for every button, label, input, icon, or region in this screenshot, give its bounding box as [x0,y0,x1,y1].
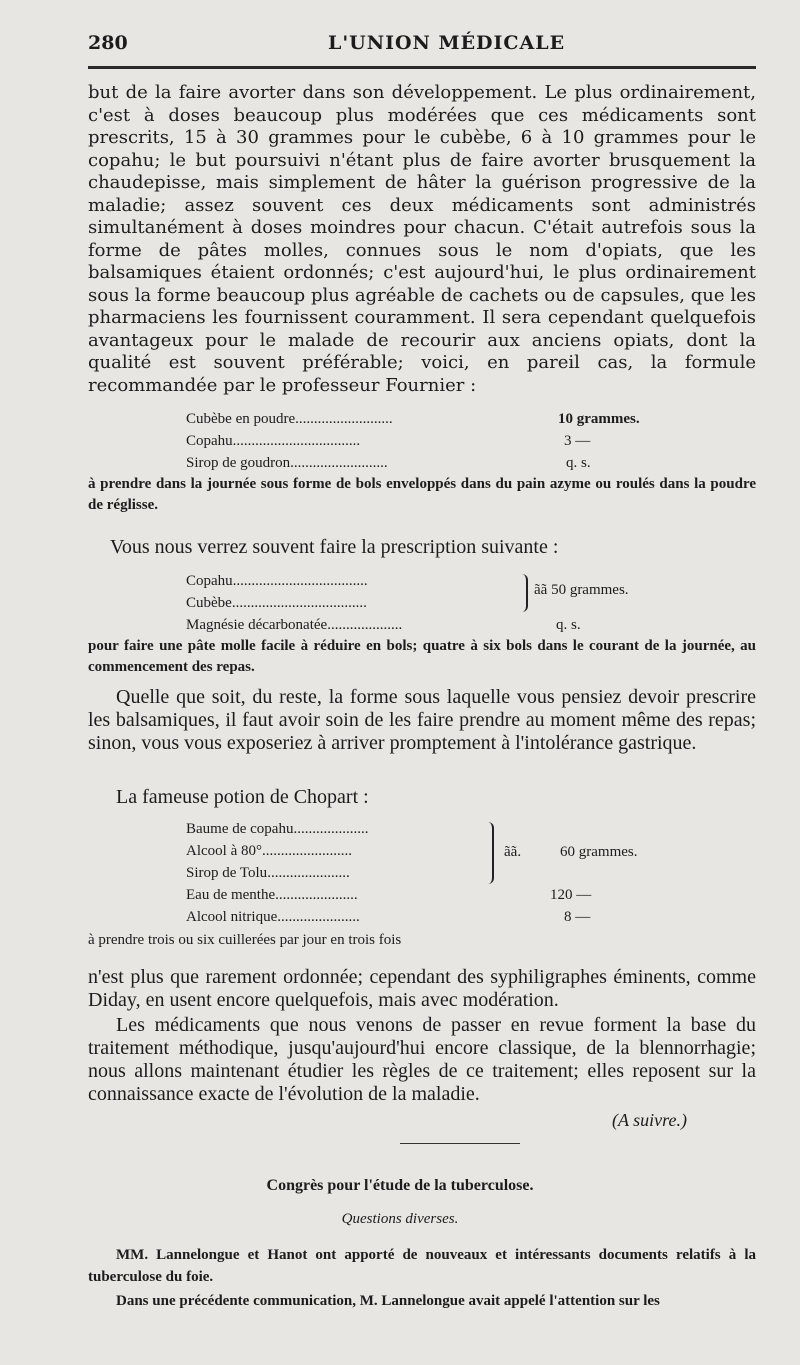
formula-row: Copahu.................................... [186,573,368,589]
section-paragraph-1: MM. Lannelongue et Hanot ont apporté de nouveaux et intéressants documents relatifs à la tuberculose du foie. [88,1247,756,1285]
formula-row: Alcool nitrique...................... 8 — [186,906,368,928]
formula-row: Cubèbe en poudre.......................... 10 grammes. [186,408,393,430]
paragraph-5: n'est plus que rarement ordonnée; cependant des syphiligraphes éminents, comme Diday, en usent encore quelquefois, mais avec modération. [88,966,756,1011]
formula-row: Alcool à 80°........................ [186,843,352,859]
to-be-continued: (A suivre.) [612,1110,687,1130]
section-paragraph-2: Dans une précédente communication, M. Lannelongue avait appelé l'attention sur les [116,1293,660,1309]
formula-row: Cubèbe.................................... [186,595,367,611]
note-2: pour faire une pâte molle facile à réduire en bols; quatre à six bols dans le courant de la journée, au commencement des repas. [88,638,756,675]
formula-item: Sirop de goudron [186,455,291,471]
formula-item: Magnésie décarbonatée [186,617,328,633]
journal-title: L'UNION MÉDICALE [328,32,566,54]
page-number: 280 [88,32,128,54]
formula-row: Sirop de goudron.......................... q. s. [186,452,393,474]
paragraph-3: Quelle que soit, du reste, la forme sous laquelle vous pensiez devoir prescrire les balsamiques, il faut avoir soin de les faire prendre au moment même des repas; sinon, vous vous exposeriez à arriver promptement à l'intolérance gastrique. [88,686,756,754]
formula-fournier [186,408,640,474]
formula-shared-qty: ãã 50 grammes. [534,582,629,598]
paragraph-6: Les médicaments que nous venons de passer en revue forment la base du traitement méthodique, jusqu'aujourd'hui encore classique, de la blennorrhagie; nous allons maintenant étudier les règles de ce traitement; elles reposent sur la connaissance exacte de l'évolution de la maladie. [88,1014,756,1105]
formula-item: Sirop de Tolu [186,865,268,881]
formula-row: Baume de copahu.................... [186,821,369,837]
section-subtitle: Questions diverses. [341,1211,459,1227]
formula-qty: q. s. [566,455,591,471]
section-divider [400,1143,520,1144]
formula-item: Cubèbe en poudre [186,411,296,427]
formula-qty: 3 — [564,433,591,449]
formula-item: Copahu [186,573,233,589]
formula-item: Copahu [186,433,233,449]
formula-shared-aa: ãã. [504,844,522,860]
formula-qty: 120 — [550,887,592,903]
formula-qty: 8 — [564,909,591,925]
formula-shared-qty: 60 grammes. [560,844,638,860]
brace [486,822,494,884]
formula-row: Sirop de Tolu...................... [186,865,350,881]
section-title: Congrès pour l'étude de la tuberculose. [266,1177,534,1194]
note-3: à prendre trois ou six cuillerées par jour en trois fois [88,932,402,948]
formula-item: Baume de copahu [186,821,294,837]
paragraph-1: but de la faire avorter dans son développement. Le plus ordinairement, c'est à doses beaucoup plus modérées que ces médicaments sont prescrits, 15 à 30 grammes pour le cubèbe, 6 à 10 grammes pour le copahu; le but poursuivi n'étant plus de faire avorter brusquement la chaudepisse, mais simplement de hâter la guérison progressive de la maladie; assez souvent ces deux médicaments sont administrés simultanément à doses moindres pour chacun. C'était autrefois sous la forme de pâtes molles, connues sous le nom d'opiats, que les balsamiques étaient ordonnés; c'est aujourd'hui, le plus ordinairement sous la forme beaucoup plus agréable de cachets ou de capsules, que les pharmaciens les fournissent couramment. Il sera cependant quelquefois avantageux pour le malade de recourir aux anciens opiats, dont la qualité est souvent préférable; voici, en pareil cas, la formule recommandée par le professeur Fournier : [88,82,756,396]
formula-item: Cubèbe [186,595,232,611]
formula-item: Eau de menthe [186,887,276,903]
formula-row: Copahu.................................. 3 — [186,430,393,452]
formula-item: Alcool à 80° [186,843,262,859]
formula-row: Eau de menthe...................... 120 — [186,884,368,906]
formula-qty: 10 grammes. [558,411,640,427]
page-header [88,32,752,62]
intro-4: La fameuse potion de Chopart : [116,786,369,808]
header-rule [88,66,756,69]
formula-row: Magnésie décarbonatée.................... q. s. [186,614,402,636]
brace [520,574,528,612]
intro-2: Vous nous verrez souvent faire la prescription suivante : [110,536,559,558]
formula-qty: q. s. [556,617,581,633]
formula-item: Alcool nitrique [186,909,278,925]
formula-bols [186,570,581,636]
note-1: à prendre dans la journée sous forme de bols enveloppés dans du pain azyme ou roulés dans la poudre de réglisse. [88,476,756,513]
